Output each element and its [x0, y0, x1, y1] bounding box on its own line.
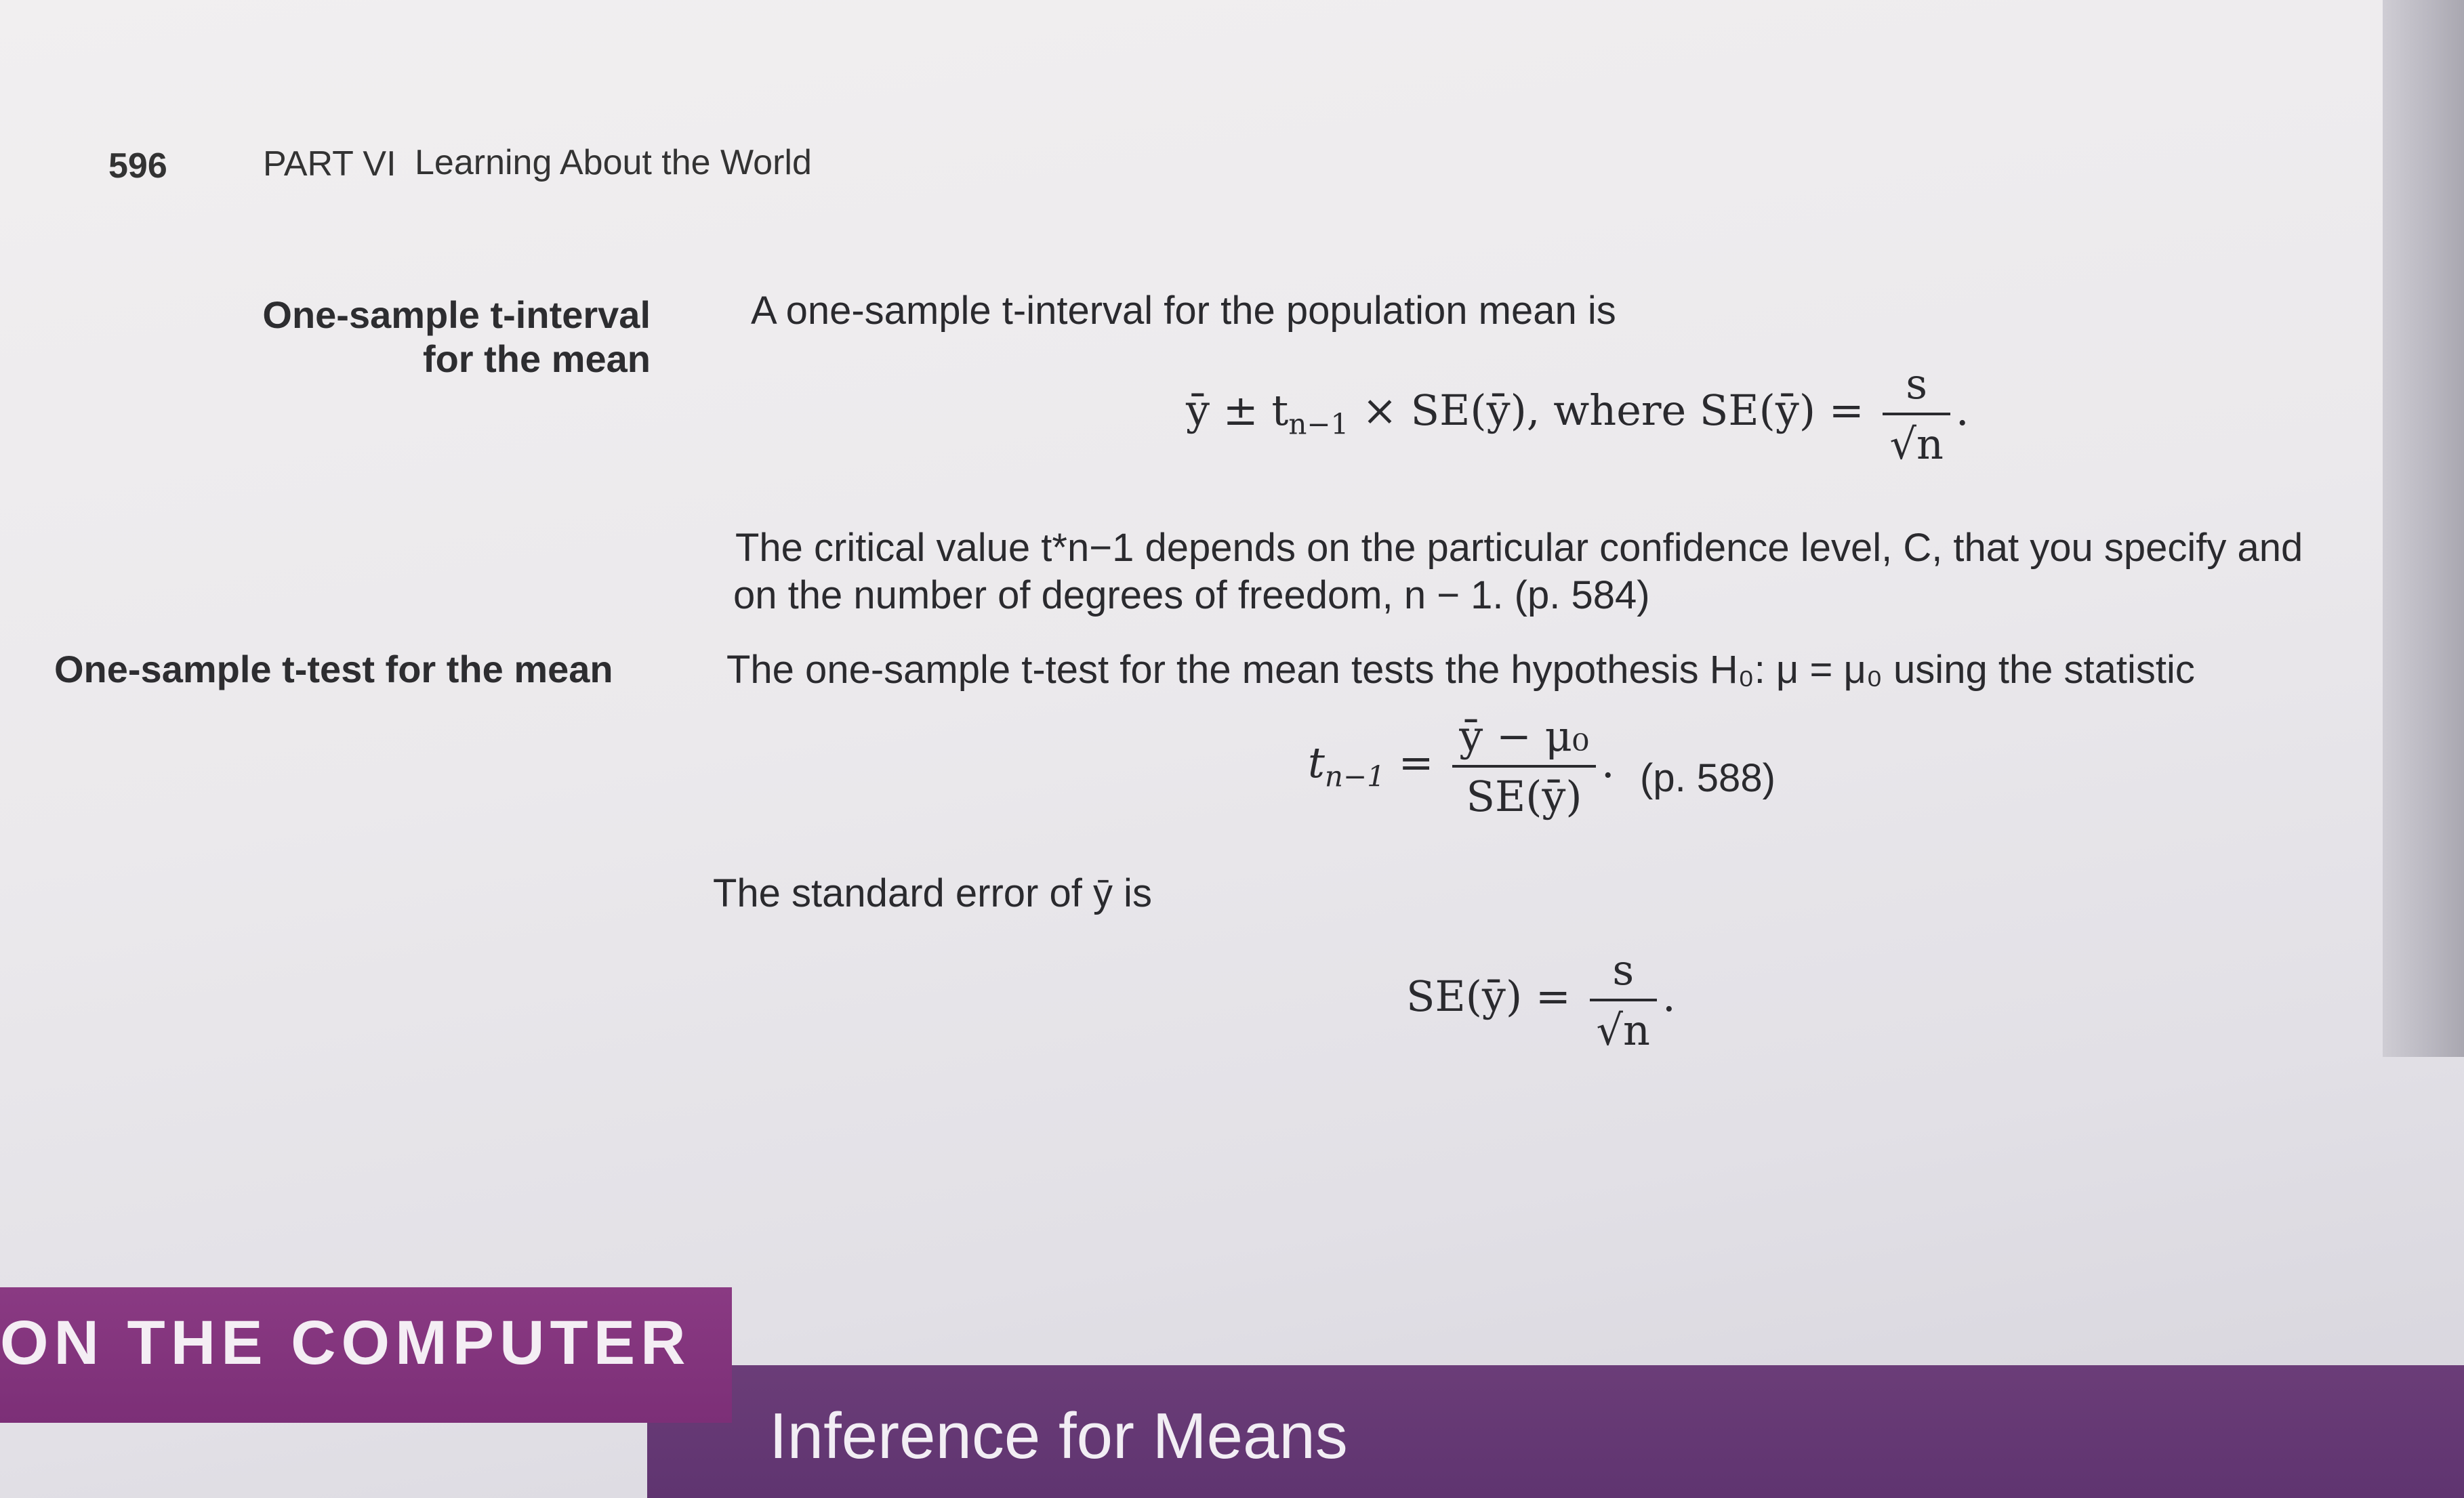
- test-formula: $t_{n-1}$ = $\frac{\text{ȳ − μ₀}}{SE(ȳ)}$ .: [1308, 711, 1615, 821]
- interval-frac-den: √n: [1889, 419, 1944, 469]
- interval-formula: ȳ ± $t_{n-1}$ × SE(ȳ), where SE(ȳ) = $\frac{s}{√n}$ .: [1186, 359, 1969, 469]
- test-formula-eq: =: [1384, 738, 1447, 788]
- se-fraction: [1590, 945, 1657, 1055]
- interval-formula-lhs: ȳ ± t: [1186, 386, 1289, 436]
- interval-frac-num: s: [1883, 359, 1950, 415]
- se-frac-num: s: [1590, 945, 1657, 1001]
- bottom-title: Inference for Means: [769, 1400, 1348, 1472]
- test-frac-num: ȳ − μ₀: [1452, 711, 1596, 768]
- se-formula-lhs: SE(ȳ) =: [1406, 972, 1584, 1022]
- interval-fraction: [1883, 359, 1950, 469]
- page-number: 596: [108, 146, 167, 186]
- critical-value-line1: The critical value t*n−1 depends on the particular confidence level, C, that you specify and: [735, 526, 2303, 570]
- test-frac-den: SE(ȳ): [1466, 772, 1582, 821]
- test-formula-lhs: t: [1308, 738, 1325, 788]
- page-edge: [2383, 0, 2464, 1057]
- interval-formula-sub: n−1: [1288, 407, 1349, 441]
- critical-value-line2: on the number of degrees of freedom, n − 1. (p. 584): [733, 573, 1650, 617]
- interval-formula-mid: × SE(ȳ), where SE(ȳ) =: [1349, 386, 1878, 436]
- se-formula: SE(ȳ) = $\frac{s}{√n}$ .: [1406, 945, 1676, 1055]
- interval-intro: A one-sample t-interval for the population mean is: [751, 289, 1616, 333]
- test-fraction: [1452, 711, 1596, 821]
- term-interval: [244, 293, 651, 381]
- test-intro: The one-sample t-test for the mean tests the hypothesis H₀: μ = μ₀ using the statistic: [726, 648, 2195, 692]
- banner-label: ON THE COMPUTER: [0, 1308, 691, 1377]
- term-interval-line1: One-sample t-interval: [262, 293, 651, 336]
- se-intro: The standard error of ȳ is: [713, 871, 1152, 915]
- se-frac-den: √n: [1596, 1005, 1650, 1055]
- test-page-ref: (p. 588): [1640, 756, 1775, 800]
- part-label: PART VI: [263, 144, 396, 184]
- term-test: One-sample t-test for the mean: [54, 648, 613, 690]
- section-title: Learning About the World: [415, 143, 812, 182]
- test-formula-sub: n−1: [1324, 760, 1385, 793]
- term-interval-line2: for the mean: [422, 337, 651, 380]
